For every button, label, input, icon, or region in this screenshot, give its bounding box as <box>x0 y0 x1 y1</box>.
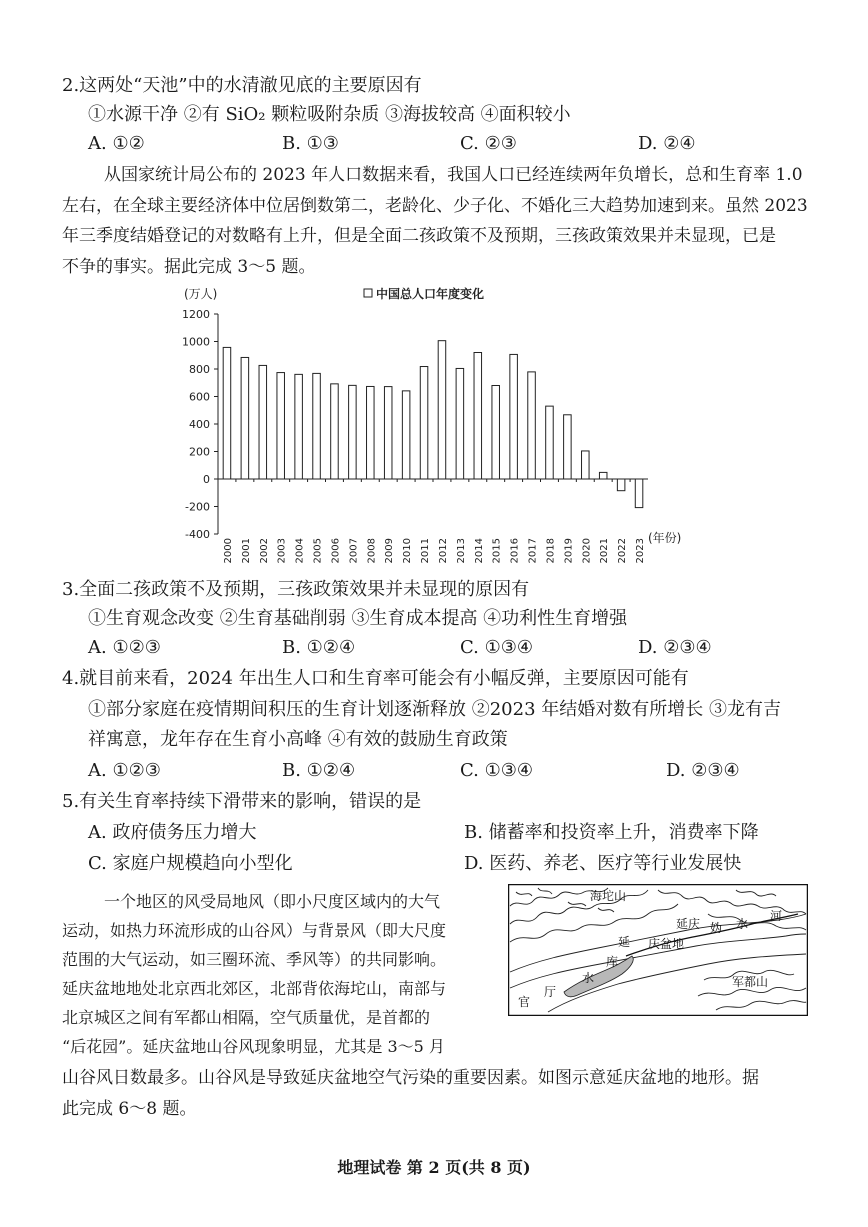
q5-option-a: A. 政府债务压力增大 <box>88 822 257 843</box>
bar-2011 <box>420 367 428 479</box>
q5-option-d: D. 医药、养老、医疗等行业发展快 <box>464 853 742 874</box>
population-bar-chart <box>170 280 700 575</box>
x-tick-label: 2014 <box>473 538 485 564</box>
x-tick-label: 2009 <box>384 538 396 564</box>
q3-items: ①生育观念改变 ②生育基础削弱 ③生育成本提高 ④功利性生育增强 <box>88 608 628 629</box>
q3-option-b: B. ①②④ <box>282 637 356 658</box>
x-tick-label: 2021 <box>599 538 611 564</box>
q2-option-a: A. ①② <box>88 133 145 154</box>
legend-swatch <box>364 289 372 297</box>
q2-option-d: D. ②④ <box>638 133 696 154</box>
q3-option-c: C. ①③④ <box>460 637 533 658</box>
label-qing-basin: 庆盆地 <box>648 937 685 951</box>
label-haituoshan: 海坨山 <box>590 889 627 903</box>
x-tick-label: 2005 <box>312 538 324 564</box>
q2-option-b: B. ①③ <box>282 133 339 154</box>
y-tick-label: 1200 <box>182 308 210 321</box>
label-ting: 厅 <box>544 985 557 999</box>
x-tick-label: 2012 <box>437 538 449 564</box>
bar-2003 <box>277 373 285 479</box>
y-axis <box>182 308 218 541</box>
y-tick-label: -400 <box>185 528 210 541</box>
passage2-line-7: 山谷风日数最多。山谷风是导致延庆盆地空气污染的重要因素。如图示意延庆盆地的地形。据 <box>62 1068 759 1088</box>
bar-2014 <box>474 353 482 480</box>
bar-2001 <box>241 357 249 479</box>
q4-option-a: A. ①②③ <box>88 760 161 781</box>
q3-option-d: D. ②③④ <box>638 637 712 658</box>
q4-items-line-1: ①部分家庭在疫情期间积压的生育计划逐渐释放 ②2023 年结婚对数有所增长 ③龙有吉 <box>88 699 781 720</box>
q3-stem: 3.全面二孩政策不及预期，三孩政策效果并未显现的原因有 <box>62 579 530 600</box>
passage2-line-6: “后花园”。延庆盆地山谷风现象明显，尤其是 3～5 月 <box>62 1037 445 1056</box>
x-axis <box>218 479 648 563</box>
x-tick-label: 2015 <box>491 538 503 564</box>
passage2-line-5: 北京城区之间有军都山相隔，空气质量优，是首都的 <box>62 1008 431 1027</box>
x-tick-label: 2000 <box>222 538 234 564</box>
y-tick-label: 0 <box>203 473 210 486</box>
bar-2021 <box>599 472 607 479</box>
bar-2004 <box>295 374 303 479</box>
bar-2008 <box>367 386 375 479</box>
bar-2013 <box>456 368 464 479</box>
x-tick-label: 2016 <box>509 538 521 564</box>
label-junduhshan: 军都山 <box>732 975 769 989</box>
label-gui: 妫 <box>710 921 723 935</box>
bar-2016 <box>510 354 518 479</box>
y-tick-label: -200 <box>185 500 210 514</box>
q4-option-c: C. ①③④ <box>460 760 533 781</box>
x-tick-label: 2018 <box>545 538 557 564</box>
x-tick-label: 2010 <box>402 538 414 564</box>
q2-stem: 2.这两处“天池”中的水清澈见底的主要原因有 <box>62 75 422 96</box>
passage2-line-1: 一个地区的风受局地风（即小尺度区域内的大气 <box>104 892 441 911</box>
y-tick-label: 600 <box>189 390 210 404</box>
x-tick-label: 2020 <box>581 538 593 564</box>
x-tick-label: 2002 <box>258 538 270 564</box>
bar-2023 <box>635 479 643 508</box>
bars <box>223 341 643 508</box>
label-shui-reservoir: 水 <box>582 971 595 985</box>
x-tick-label: 2022 <box>617 538 629 564</box>
q5-stem: 5.有关生育率持续下滑带来的影响，错误的是 <box>62 791 422 812</box>
passage2-line-2: 运动，如热力环流形成的山谷风）与背景风（即大尺度 <box>62 921 447 940</box>
y-tick-label: 1000 <box>182 335 210 349</box>
x-tick-label: 2007 <box>348 538 360 564</box>
passage1-line-1: 从国家统计局公布的 2023 年人口数据来看，我国人口已经连续两年负增长，总和生育率 1.0 <box>104 165 803 185</box>
label-shui-river: 水 <box>736 917 749 931</box>
bar-2010 <box>402 391 410 479</box>
passage2-line-3: 范围的大气运动，如三圈环流、季风等）的共同影响。 <box>62 950 447 969</box>
x-tick-label: 2001 <box>240 538 252 564</box>
passage1-line-4: 不争的事实。据此完成 3～5 题。 <box>62 257 316 277</box>
yanqing-basin-terrain-map <box>508 884 808 1016</box>
passage2-line-8: 此完成 6～8 题。 <box>62 1099 197 1119</box>
label-yan: 延 <box>618 935 631 949</box>
chart-ylabel: (万人) <box>184 287 218 301</box>
x-tick-label: 2004 <box>294 538 306 564</box>
q4-stem: 4.就目前来看，2024 年出生人口和生育率可能会有小幅反弹，主要原因可能有 <box>62 668 689 689</box>
bar-2015 <box>492 386 500 480</box>
y-tick-label: 400 <box>189 418 210 431</box>
bar-2000 <box>223 347 231 479</box>
label-yanqing: 延庆 <box>676 917 701 931</box>
x-tick-label: 2003 <box>276 538 288 564</box>
q5-option-b: B. 储蓄率和投资率上升，消费率下降 <box>464 822 759 843</box>
bar-2020 <box>582 451 590 479</box>
x-tick-label: 2013 <box>455 538 467 564</box>
passage2-line-4: 延庆盆地地处北京西北郊区，北部背依海坨山，南部与 <box>62 979 447 998</box>
bar-2019 <box>564 415 572 479</box>
label-guan: 官 <box>518 995 531 1009</box>
q4-items-line-2: 祥寓意，龙年存在生育小高峰 ④有效的鼓励生育政策 <box>88 729 508 750</box>
chart-title: 中国总人口年度变化 <box>376 287 485 301</box>
label-he: 河 <box>770 909 783 923</box>
page-footer: 地理试卷 第 2 页(共 8 页) <box>337 1158 531 1177</box>
y-tick-label: 200 <box>189 445 210 459</box>
passage1-line-3: 年三季度结婚登记的对数略有上升，但是全面二孩政策不及预期，三孩政策效果并未显现，已是 <box>62 226 776 246</box>
passage1-line-2: 左右，在全球主要经济体中位居倒数第二，老龄化、少子化、不婚化三大趋势加速到来。虽然 2023 <box>62 196 808 216</box>
x-tick-label: 2011 <box>420 538 432 564</box>
q2-option-c: C. ②③ <box>460 133 517 154</box>
x-tick-label: 2023 <box>635 538 647 564</box>
x-tick-label: 2019 <box>563 538 575 564</box>
q2-items: ①水源干净 ②有 SiO₂ 颗粒吸附杂质 ③海拔较高 ④面积较小 <box>88 104 571 125</box>
q4-option-d: D. ②③④ <box>666 760 740 781</box>
bar-2022 <box>617 479 625 491</box>
q3-option-a: A. ①②③ <box>88 637 161 658</box>
label-ku: 库 <box>606 955 619 969</box>
bar-2012 <box>438 341 446 479</box>
bar-2005 <box>313 373 321 479</box>
chart-legend <box>364 286 484 301</box>
chart-xlabel: (年份) <box>648 531 682 545</box>
y-tick-label: 800 <box>189 363 210 376</box>
q5-option-c: C. 家庭户规模趋向小型化 <box>88 853 293 874</box>
x-tick-label: 2017 <box>527 538 539 564</box>
bar-2006 <box>331 384 339 479</box>
bar-2007 <box>349 385 357 479</box>
x-tick-label: 2006 <box>330 538 342 564</box>
bar-2009 <box>384 387 392 479</box>
q4-option-b: B. ①②④ <box>282 760 356 781</box>
bar-2018 <box>546 406 554 479</box>
bar-2002 <box>259 365 267 479</box>
x-tick-label: 2008 <box>366 538 378 564</box>
bar-2017 <box>528 372 536 479</box>
